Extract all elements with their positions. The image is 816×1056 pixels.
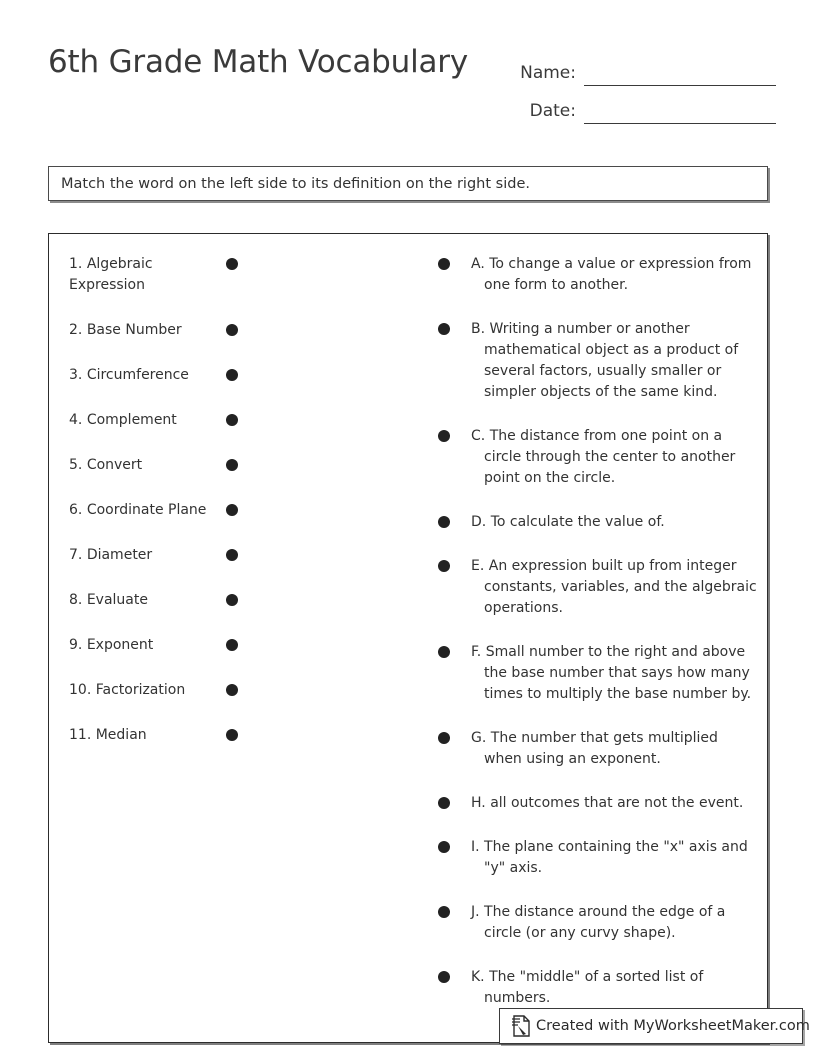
definition-text (471, 793, 759, 814)
term-text (63, 410, 211, 431)
definition-letter: C. (471, 428, 486, 444)
term-number: 5. (69, 457, 83, 473)
term-match-dot[interactable] (226, 549, 238, 561)
definition-body: Small number to the right and above the base number that says how many times to multiply the base number by. (484, 644, 752, 702)
definition-text (471, 902, 759, 944)
term-row (63, 590, 293, 611)
definition-body: The number that gets multiplied when using an exponent. (484, 730, 718, 767)
definition-text (471, 426, 759, 489)
term-number: 1. (69, 256, 83, 272)
definition-row (429, 556, 759, 619)
definition-match-dot[interactable] (438, 323, 450, 335)
term-row (63, 500, 293, 521)
term-match-dot[interactable] (226, 729, 238, 741)
definition-body: The plane containing the "x" axis and "y" axis. (484, 839, 748, 876)
term-match-dot[interactable] (226, 414, 238, 426)
term-bullet-cell (211, 635, 251, 651)
definition-body: To calculate the value of. (490, 514, 665, 530)
term-bullet-cell (211, 680, 251, 696)
term-label: Circumference (86, 367, 189, 383)
definition-match-dot[interactable] (438, 797, 450, 809)
term-text (63, 320, 211, 341)
term-bullet-cell (211, 455, 251, 471)
term-label: Exponent (86, 637, 154, 653)
worksheet-header (0, 0, 816, 140)
term-match-dot[interactable] (226, 639, 238, 651)
term-row (63, 635, 293, 656)
definition-match-dot[interactable] (438, 258, 450, 270)
page-title: 6th Grade Math Vocabulary (48, 44, 468, 80)
name-date-block (506, 48, 776, 124)
term-row (63, 254, 293, 296)
definition-letter: E. (471, 558, 485, 574)
definition-bullet-cell (429, 426, 471, 442)
definition-row (429, 728, 759, 770)
definition-bullet-cell (429, 512, 471, 528)
definition-text (471, 556, 759, 619)
badge-label: Created with MyWorksheetMaker.com (536, 1018, 810, 1034)
definition-row (429, 837, 759, 879)
definition-row (429, 902, 759, 944)
term-label: Median (95, 727, 147, 743)
definition-text (471, 642, 759, 705)
term-match-dot[interactable] (226, 684, 238, 696)
definition-bullet-cell (429, 793, 471, 809)
term-label: Evaluate (86, 592, 148, 608)
definition-body: An expression built up from integer constants, variables, and the algebraic operations. (484, 558, 757, 616)
definition-row (429, 512, 759, 533)
term-bullet-cell (211, 365, 251, 381)
term-bullet-cell (211, 410, 251, 426)
definition-match-dot[interactable] (438, 430, 450, 442)
term-row (63, 680, 293, 701)
term-bullet-cell (211, 725, 251, 741)
term-number: 8. (69, 592, 83, 608)
definition-bullet-cell (429, 556, 471, 572)
term-number: 4. (69, 412, 83, 428)
definition-row (429, 254, 759, 296)
definition-bullet-cell (429, 837, 471, 853)
definition-bullet-cell (429, 254, 471, 270)
term-match-dot[interactable] (226, 459, 238, 471)
definition-row (429, 793, 759, 814)
definition-letter: B. (471, 321, 486, 337)
term-row (63, 365, 293, 386)
term-row (63, 455, 293, 476)
definition-bullet-cell (429, 967, 471, 983)
name-row (506, 48, 776, 86)
terms-column (63, 254, 293, 770)
created-with-badge[interactable] (499, 1008, 810, 1044)
definition-text (471, 837, 759, 879)
definition-row (429, 319, 759, 403)
term-match-dot[interactable] (226, 504, 238, 516)
definition-row (429, 426, 759, 489)
name-input-line[interactable] (584, 63, 776, 86)
term-text (63, 455, 211, 476)
term-label: Complement (86, 412, 177, 428)
term-match-dot[interactable] (226, 324, 238, 336)
term-number: 7. (69, 547, 83, 563)
definition-bullet-cell (429, 319, 471, 335)
definition-letter: I. (471, 839, 480, 855)
date-row (506, 86, 776, 124)
definition-text (471, 512, 759, 533)
definition-match-dot[interactable] (438, 516, 450, 528)
term-number: 9. (69, 637, 83, 653)
definition-match-dot[interactable] (438, 906, 450, 918)
term-text (63, 680, 211, 701)
term-text (63, 635, 211, 656)
instruction-box (48, 166, 768, 201)
term-bullet-cell (211, 254, 251, 270)
date-label: Date: (529, 101, 576, 121)
term-number: 2. (69, 322, 83, 338)
term-bullet-cell (211, 500, 251, 516)
term-text (63, 590, 211, 611)
definition-body: The "middle" of a sorted list of numbers. (484, 969, 704, 1006)
definition-letter: F. (471, 644, 482, 660)
term-match-dot[interactable] (226, 369, 238, 381)
definition-match-dot[interactable] (438, 646, 450, 658)
term-label: Coordinate Plane (86, 502, 207, 518)
definition-bullet-cell (429, 728, 471, 744)
definition-row (429, 967, 759, 1009)
term-number: 3. (69, 367, 83, 383)
definition-letter: H. (471, 795, 486, 811)
definition-text (471, 967, 759, 1009)
matching-area (48, 233, 768, 1043)
definition-letter: G. (471, 730, 487, 746)
term-label: Factorization (95, 682, 186, 698)
date-input-line[interactable] (584, 101, 776, 124)
term-match-dot[interactable] (226, 594, 238, 606)
definition-letter: K. (471, 969, 485, 985)
term-label: Convert (86, 457, 143, 473)
definition-letter: A. (471, 256, 485, 272)
definition-match-dot[interactable] (438, 732, 450, 744)
term-row (63, 320, 293, 341)
definition-letter: D. (471, 514, 487, 530)
term-bullet-cell (211, 590, 251, 606)
definition-body: To change a value or expression from one form to another. (484, 256, 752, 293)
term-text (63, 254, 211, 296)
term-text (63, 365, 211, 386)
term-text (63, 545, 211, 566)
definition-bullet-cell (429, 642, 471, 658)
term-label: Base Number (86, 322, 182, 338)
definition-row (429, 642, 759, 705)
instruction-text: Match the word on the left side to its definition on the right side. (61, 175, 530, 192)
term-bullet-cell (211, 545, 251, 561)
definition-body: all outcomes that are not the event. (490, 795, 744, 811)
term-number: 10. (69, 682, 92, 698)
name-label: Name: (520, 63, 576, 83)
definition-text (471, 728, 759, 770)
term-row (63, 545, 293, 566)
definition-bullet-cell (429, 902, 471, 918)
definition-body: The distance from one point on a circle through the center to another point on the circle. (484, 428, 736, 486)
definition-match-dot[interactable] (438, 971, 450, 983)
term-label: Algebraic Expression (69, 256, 153, 293)
term-row (63, 725, 293, 746)
term-label: Diameter (86, 547, 153, 563)
term-number: 6. (69, 502, 83, 518)
term-text (63, 725, 211, 746)
definition-match-dot[interactable] (438, 841, 450, 853)
definition-body: The distance around the edge of a circle (or any curvy shape). (484, 904, 726, 941)
definition-letter: J. (471, 904, 480, 920)
worksheet-logo-icon (510, 1014, 532, 1038)
definitions-column (429, 254, 759, 1032)
definition-text (471, 319, 759, 403)
term-match-dot[interactable] (226, 258, 238, 270)
term-number: 11. (69, 727, 92, 743)
definition-body: Writing a number or another mathematical object as a product of several factors, usually smaller or simpler objects of the same kind. (484, 321, 739, 400)
term-row (63, 410, 293, 431)
term-text (63, 500, 211, 521)
term-bullet-cell (211, 320, 251, 336)
definition-text (471, 254, 759, 296)
definition-match-dot[interactable] (438, 560, 450, 572)
